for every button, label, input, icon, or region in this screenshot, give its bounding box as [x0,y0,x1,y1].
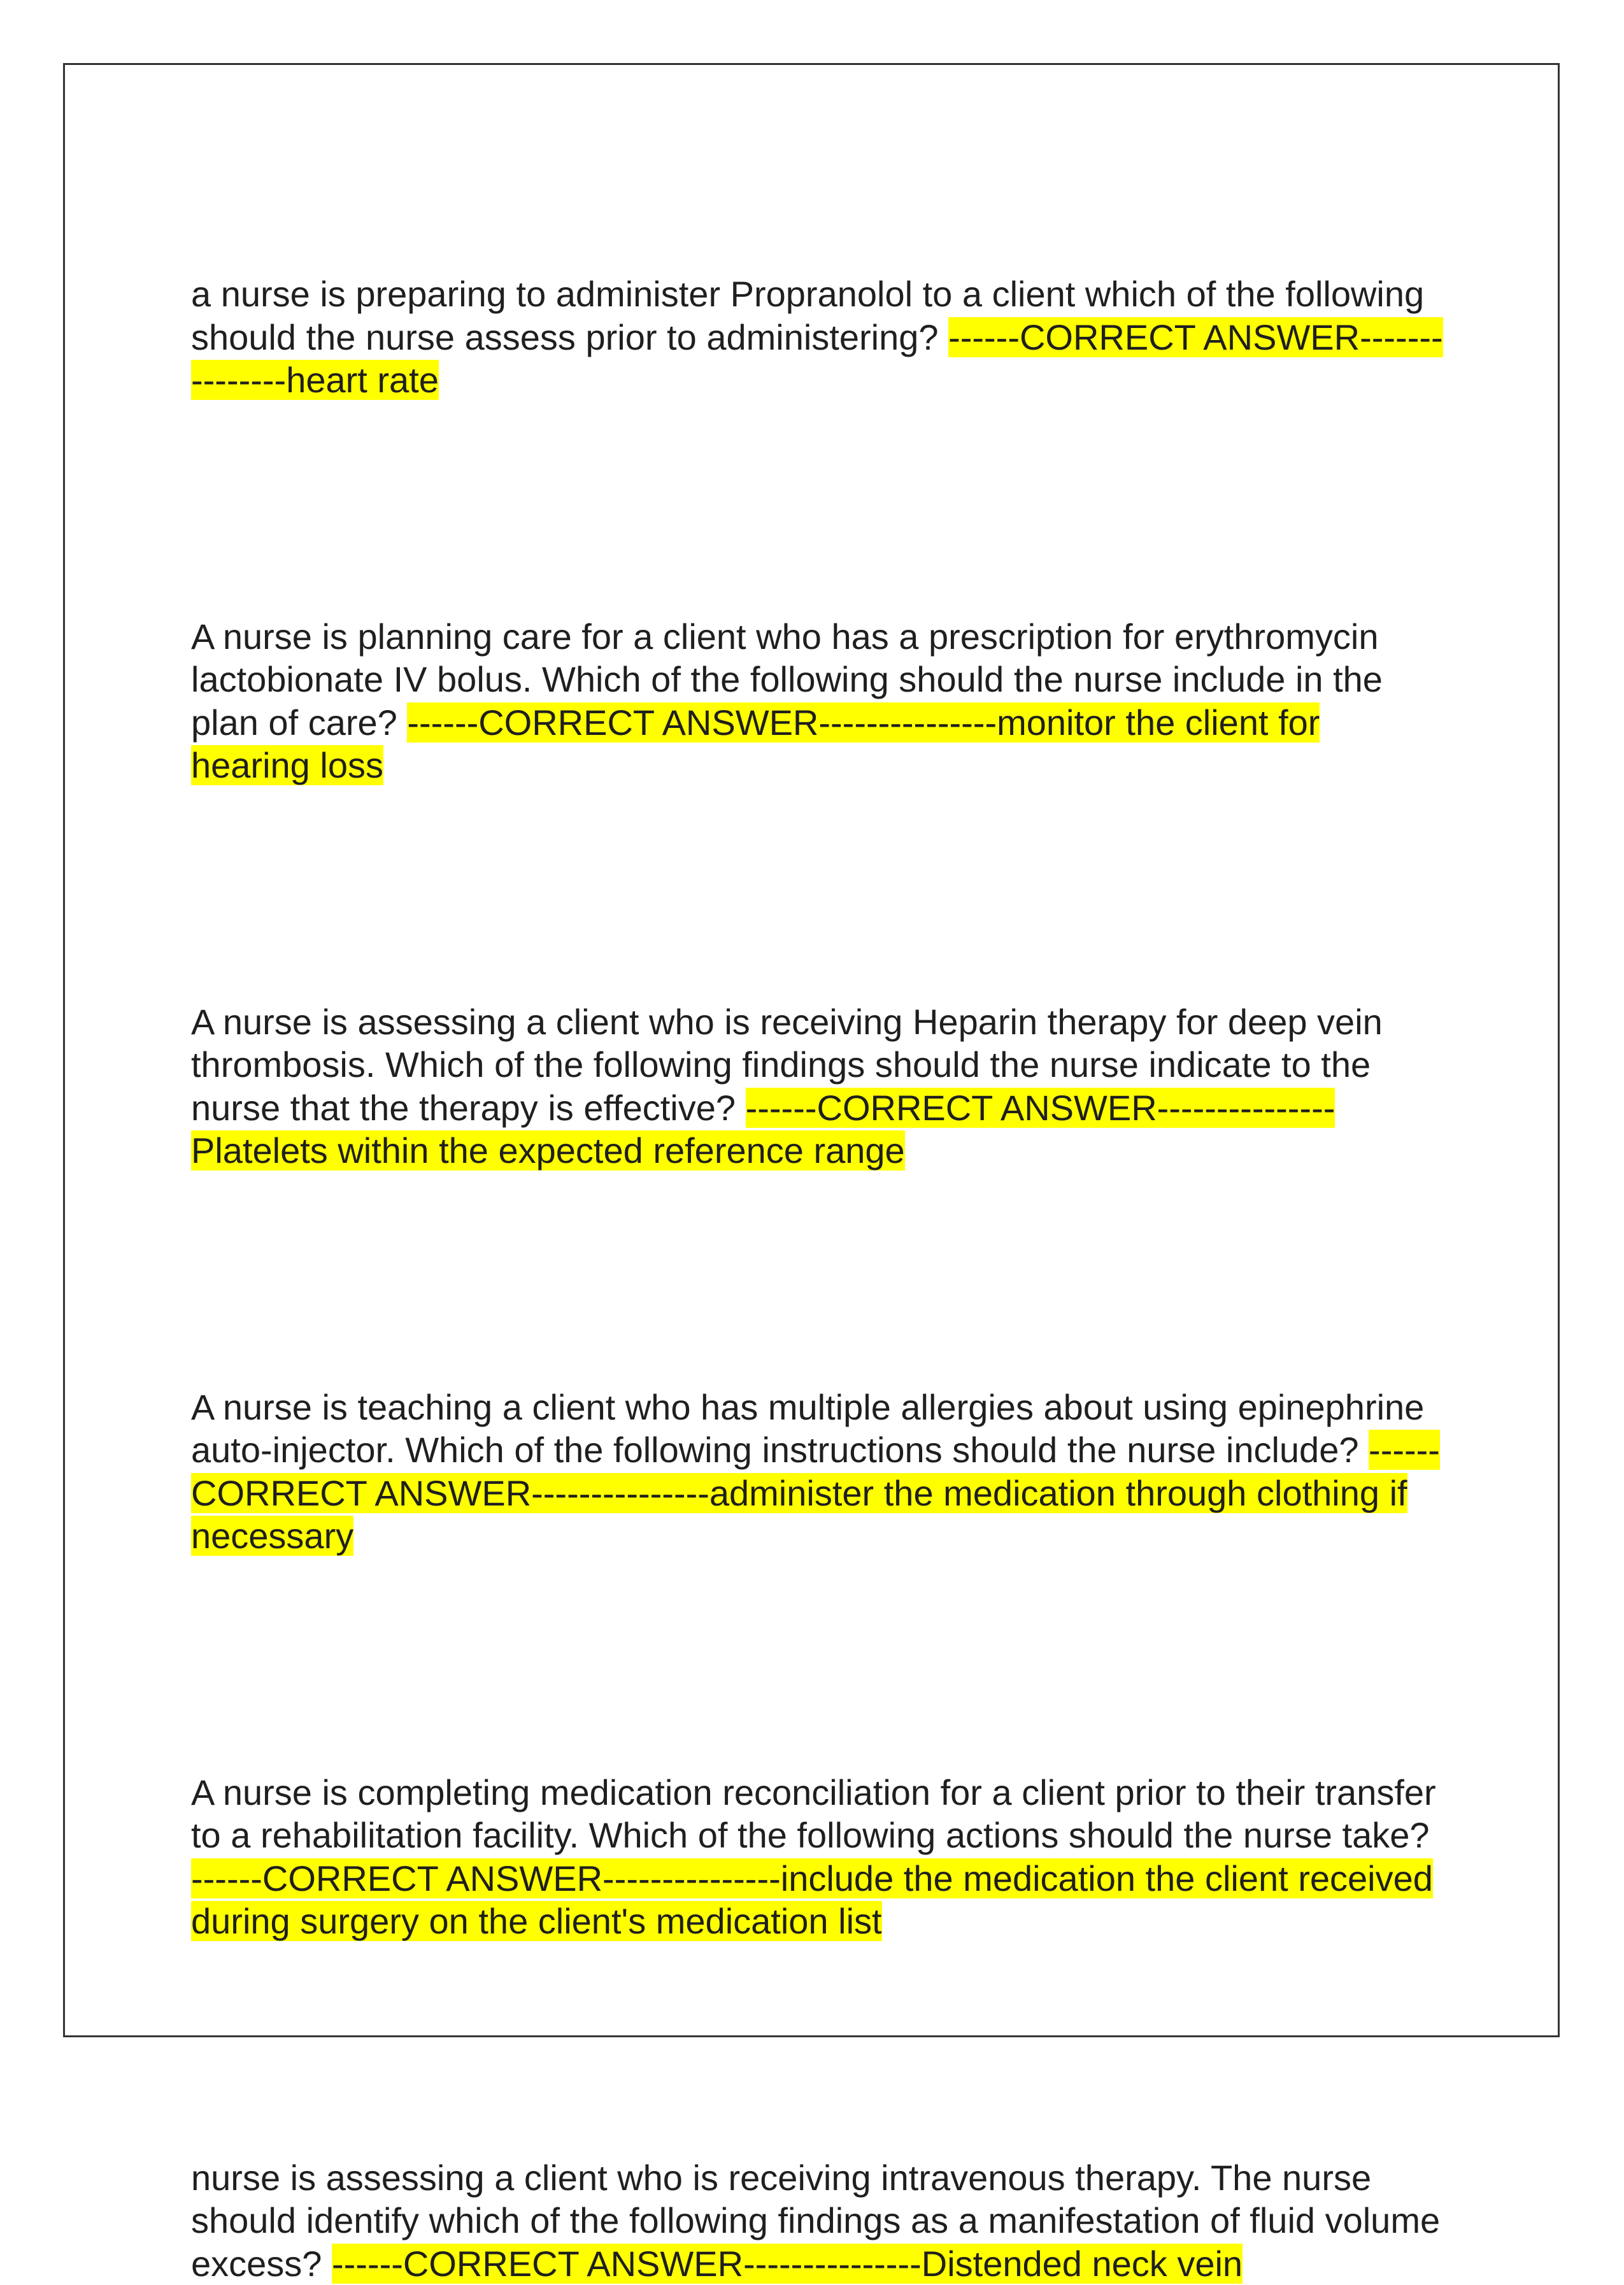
question-text: a nurse is preparing to administer Propranolol to a client which of the following should the nurse assess prior to administering? [191,274,1424,357]
qa-item-1 [191,273,1446,402]
answer-highlight: ------CORRECT ANSWER---------------Distended neck vein [332,2244,1243,2284]
qa-item-5 [191,1771,1446,1943]
document-content [191,273,1446,2285]
question-text: A nurse is teaching a client who has multiple allergies about using epinephrine auto-injector. Which of the following instructions should the nurse include? [191,1387,1424,1470]
qa-item-4 [191,1386,1446,1558]
answer-highlight: ------CORRECT ANSWER---------------monitor the client for hearing loss [191,702,1320,786]
qa-item-6 [191,2156,1446,2285]
answer-highlight: ------CORRECT ANSWER---------------Platelets within the expected reference range [191,1088,1335,1171]
question-text: A nurse is planning care for a client who has a prescription for erythromycin lactobionate IV bolus. Which of the following should the nurse include in the plan of care? [191,616,1383,743]
qa-item-2 [191,615,1446,787]
question-text: A nurse is assessing a client who is receiving Heparin therapy for deep vein thrombosis. Which of the following findings should the nurse indicate to the nurse that the therapy is effective? [191,1002,1383,1128]
qa-item-3 [191,1000,1446,1172]
answer-highlight: ------CORRECT ANSWER---------------heart rate [191,317,1443,401]
question-text: nurse is assessing a client who is receiving intravenous therapy. The nurse should identify which of the following findings as a manifestation of fluid volume excess? [191,2158,1440,2284]
answer-highlight: ------CORRECT ANSWER---------------include the medication the client received during surgery on the client's medication list [191,1858,1433,1942]
question-text: A nurse is completing medication reconciliation for a client prior to their transfer to a rehabilitation facility. Which of the following actions should the nurse take? [191,1772,1436,1856]
answer-highlight: ------CORRECT ANSWER---------------administer the medication through clothing if necessary [191,1430,1440,1556]
